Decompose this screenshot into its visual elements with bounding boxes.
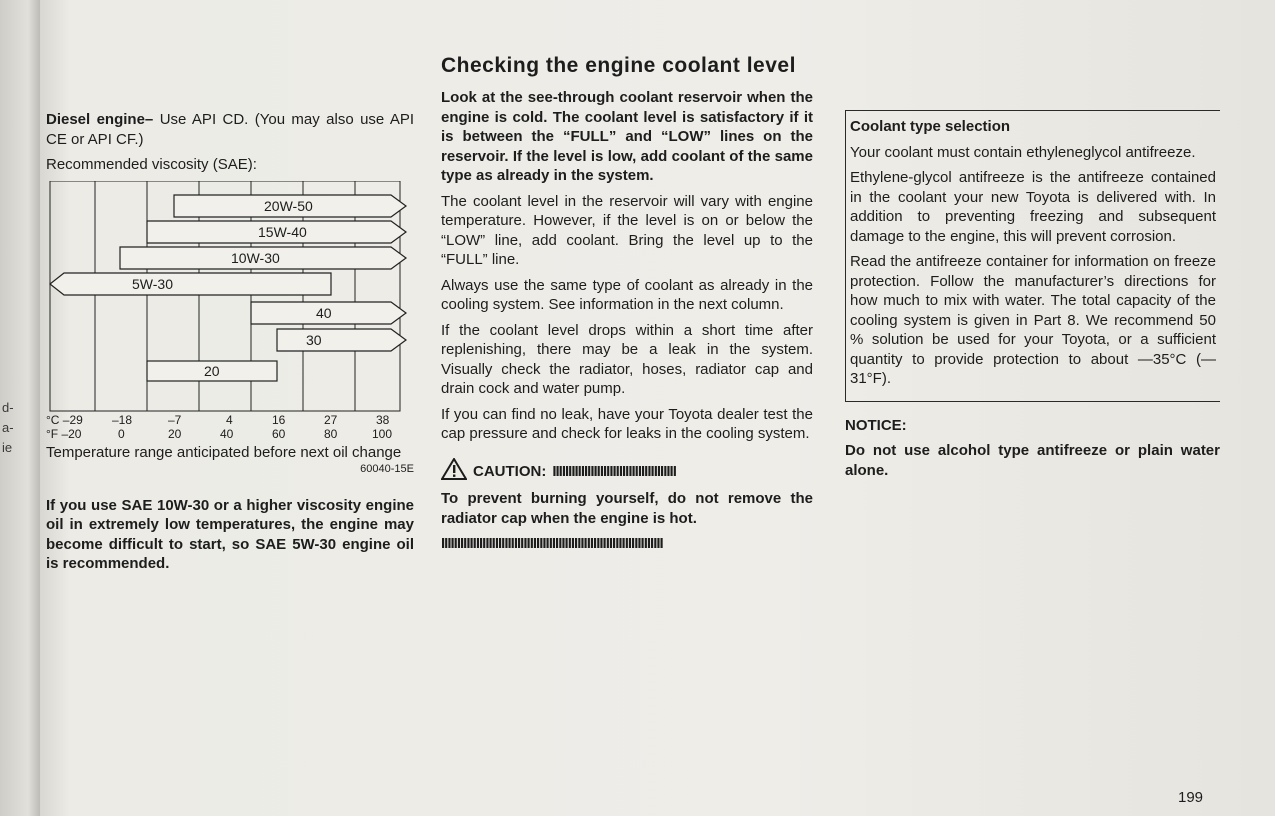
coolant-type-box (845, 110, 1220, 402)
celsius-4: 16 (272, 412, 286, 427)
fahrenheit-0: °F –20 (46, 426, 82, 441)
caution-label: CAUTION: (473, 462, 547, 480)
right-column (845, 110, 1220, 486)
left-column (46, 110, 414, 580)
low-temperature-warning: If you use SAE 10W-30 or a higher viscosity engine oil in extremely low temperatures, the engine may become difficult to start, so SAE 5W-30 engine oil is recommended. (46, 496, 414, 572)
label-5w-30: 5W-30 (132, 275, 173, 292)
fahrenheit-5: 80 (324, 426, 338, 441)
fahrenheit-4: 60 (272, 426, 286, 441)
label-10w-30: 10W-30 (231, 249, 280, 266)
fahrenheit-2: 20 (168, 426, 182, 441)
diesel-text: Use API CD. (You may also use API CE or API CF.) (46, 111, 415, 148)
caution-heading (441, 458, 813, 486)
coolant-must-contain: Your coolant must contain ethyleneglycol antifreeze. (850, 143, 1196, 161)
band-30 (277, 329, 406, 351)
leak-check-paragraph: If the coolant level drops within a short time after replenishing, there may be a leak in the system. Visually check the radiator, hoses, radiator cap and drain cock and water pump. (441, 321, 813, 397)
caution-text: To prevent burning yourself, do not remove the radiator cap when the engine is hot. (441, 490, 813, 527)
temperature-caption: Temperature range anticipated before next oil change (46, 443, 402, 461)
label-40: 40 (316, 304, 332, 321)
label-20: 20 (204, 362, 220, 379)
book-binding: d- a- ie (0, 0, 40, 816)
celsius-1: –18 (112, 412, 133, 427)
viscosity-chart-graphic (46, 181, 408, 413)
celsius-3: 4 (226, 412, 233, 427)
fahrenheit-6: 100 (372, 426, 393, 441)
intro-bold-paragraph: Look at the see-through coolant reservoir when the engine is cold. The coolant level is satisfactory if it is between the “FULL” and “LOW” lines on the reservoir. If the level is low, add coolant of the same type as already in the system. (441, 89, 813, 184)
fahrenheit-3: 40 (220, 426, 234, 441)
label-20w-50: 20W-50 (264, 197, 313, 214)
ethylene-glycol-paragraph: Ethylene-glycol antifreeze is the antifreeze contained in the coolant your new Toyota is delivered with. In addition to preventing freezing and subsequent damage to the engine, this will prevent corrosion. (850, 169, 1216, 245)
diesel-oil-paragraph (46, 110, 414, 149)
dealer-test-paragraph: If you can find no leak, have your Toyota dealer test the cap pressure and check for leaks in the cooling system. (441, 405, 813, 442)
notice-text: Do not use alcohol type antifreeze or plain water alone. (845, 442, 1220, 479)
label-15w-40: 15W-40 (258, 223, 307, 240)
section-title: Checking the engine coolant level (441, 54, 796, 77)
middle-column (441, 54, 813, 554)
caution-rule: IIIIIIIIIIIIIIIIIIIIIIIIIIIIIIIIIIIIIII (552, 462, 676, 480)
celsius-5: 27 (324, 412, 338, 427)
temperature-scale (46, 413, 414, 443)
celsius-0: °C –29 (46, 412, 83, 427)
diesel-lead: Diesel engine– (46, 111, 154, 128)
celsius-6: 38 (376, 412, 390, 427)
figure-code: 60040-15E (360, 463, 414, 475)
coolant-type-heading: Coolant type selection (850, 118, 1011, 135)
caution-bottom-rule: IIIIIIIIIIIIIIIIIIIIIIIIIIIIIIIIIIIIIIIIIIIIIIIIIIIIIIIIIIIIIIIIIIIIII (441, 535, 663, 552)
recommended-viscosity-label: Recommended viscosity (SAE): (46, 156, 257, 173)
same-coolant-paragraph: Always use the same type of coolant as already in the cooling system. See information in the next column. (441, 276, 813, 313)
page-number: 199 (1178, 789, 1204, 806)
viscosity-chart (46, 181, 408, 413)
band-5w-30 (50, 273, 331, 295)
coolant-level-paragraph: The coolant level in the reservoir will vary with engine temperature. However, if the level is on or below the “LOW” line, add coolant. Bring the level up to the “FULL” line. (441, 192, 813, 268)
warning-triangle-icon (441, 458, 467, 486)
label-30: 30 (306, 331, 322, 348)
celsius-2: –7 (168, 412, 182, 427)
antifreeze-container-paragraph: Read the antifreeze container for information on freeze protection. Follow the manufacturer’s directions for how much to mix with water. The total capacity of the cooling system is given in Part 8. We recommend 50 % solution be used for your Toyota, or a sufficient quantity to provide protection to about —35°C (—31°F). (850, 253, 1216, 387)
fahrenheit-1: 0 (118, 426, 125, 441)
notice-label: NOTICE: (845, 416, 907, 434)
